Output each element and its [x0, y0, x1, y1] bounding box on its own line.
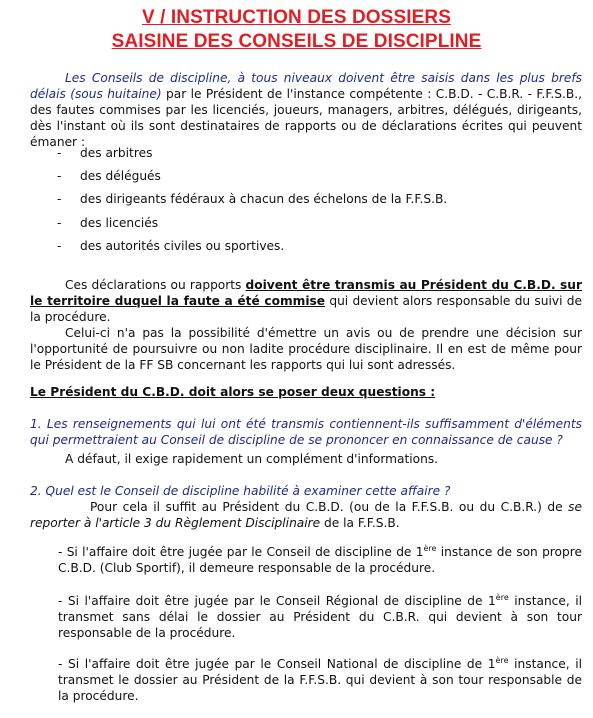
case-paragraph: - Si l'affaire doit être jugée par le Conseil Régional de discipline de 1ère instance, il transmet sans délai le dossier au Président du C.B.R. qui devient à son tour responsable de la procédure. [58, 592, 583, 640]
intro-rest: par le Président de l'instance compétente : C.B.D. - C.B.R. - F.F.S.B., des fautes commises par les licenciés, joueurs, managers, arbitres, délégués, dirigeants, dès l'instant où ils sont destinataires de rapports ou de déclarations écrites qui peuvent émaner : [30, 87, 582, 149]
title-line-2: SAISINE DES CONSEILS DE DISCIPLINE [111, 31, 482, 52]
declarations-bold: doivent être transmis au Président du C.B.D. sur le territoire duquel la faute a été commise [30, 278, 582, 308]
question-1: 1. Les renseignements qui lui ont été transmis contiennent-ils suffisamment d'éléments qui permettraient au Conseil de discipline de se prononcer en connaissance de cause ? [30, 417, 582, 447]
answer-1: A défaut, il exige rapidement un complément d'informations. [65, 452, 439, 466]
declarations-paragraph: Ces déclarations ou rapports doivent être transmis au Président du C.B.D. sur le territoire duquel la faute a été commise qui devient alors responsable du suivi de la procédure. [30, 278, 582, 324]
case-paragraph: - Si l'affaire doit être jugée par le Conseil National de discipline de 1ère instance, il transmet le dossier au Président de la F.F.S.B. qui devient à son tour responsable de la procédure. [58, 655, 582, 703]
list-item: - des dirigeants fédéraux à chacun des échelons de la F.F.S.B. [57, 192, 448, 206]
case-paragraph: - Si l'affaire doit être jugée par le Conseil de discipline de 1ère instance de son propre C.B.D. (Club Sportif), il demeure responsable de la procédure. [58, 543, 582, 575]
list-item: - des licenciés [57, 216, 159, 230]
intro-italic-delay: (sous huitaine) [70, 87, 162, 101]
answer-2: Pour cela il suffit au Président du C.B.D. (ou de la F.F.S.B. ou du C.B.R.) de se reporter à l'article 3 du Règlement Disciplinaire de la F.F.S.B. [30, 500, 582, 530]
intro-paragraph [30, 70, 582, 150]
list-item: - des arbitres [57, 146, 153, 160]
list-item: - des délégués [57, 169, 161, 183]
section-heading: Le Président du C.B.D. doit alors se poser deux questions : [30, 385, 436, 399]
title-line-1: V / INSTRUCTION DES DOSSIERS [142, 7, 451, 28]
celui-paragraph: Celui-ci n'a pas la possibilité d'émettre un avis ou de prendre une décision sur l'opportunité de poursuivre ou non ladite procédure disciplinaire. Il en est de même pour le Président de la FF SB concernant les rapports qui lui sont adressés. [30, 326, 582, 372]
list-item: - des autorités civiles ou sportives. [57, 239, 285, 253]
intro-italic: Les Conseils de discipline, à tous niveaux doivent être saisis dans les plus brefs délais [30, 71, 582, 101]
question-2: 2. Quel est le Conseil de discipline habilité à examiner cette affaire ? [30, 484, 451, 498]
